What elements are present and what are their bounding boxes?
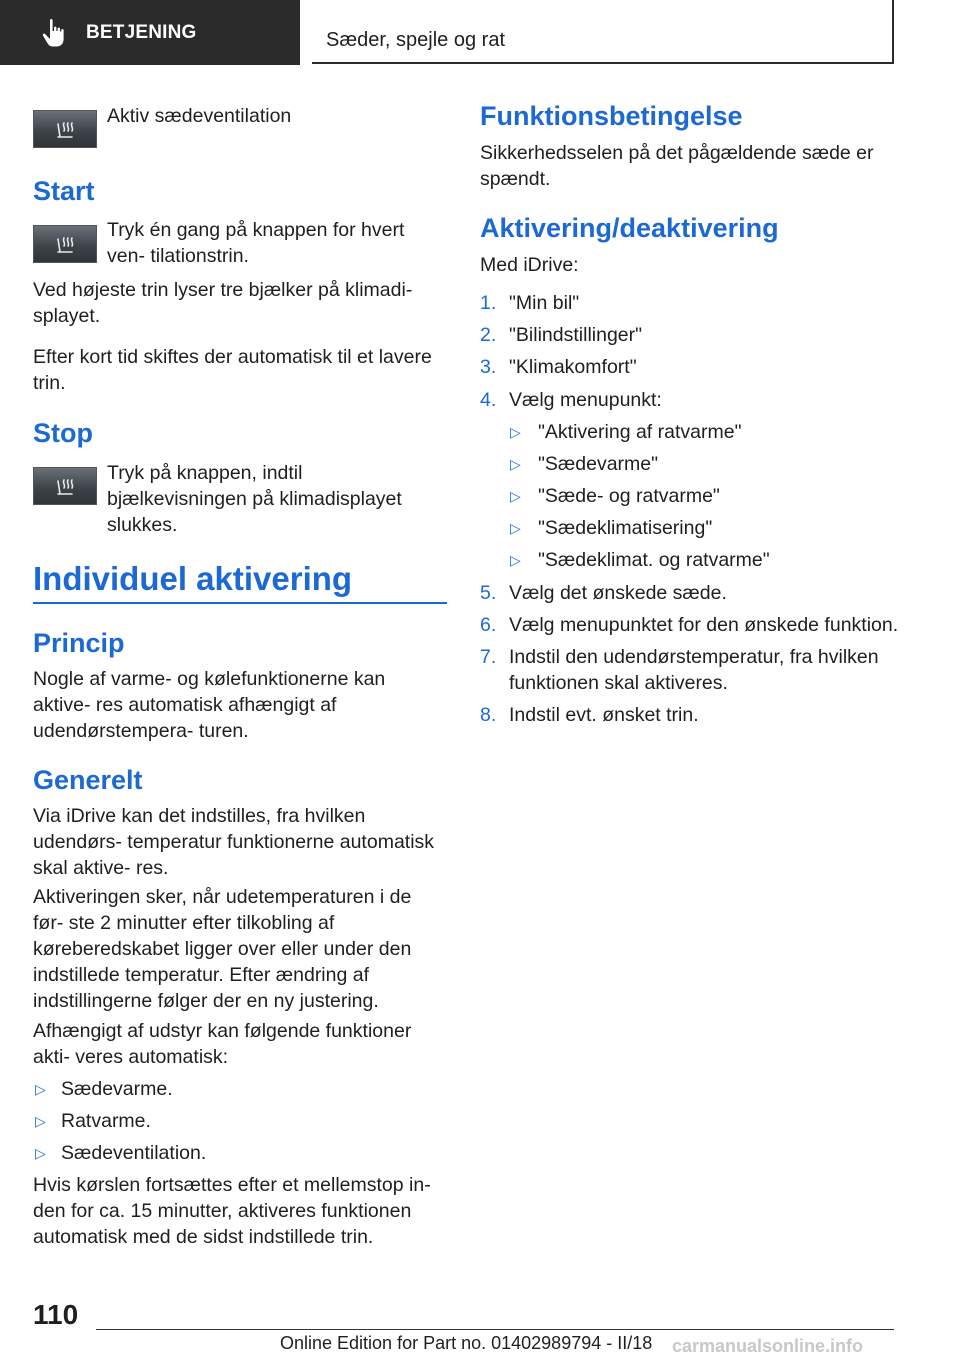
generelt-heading: Generelt xyxy=(33,765,143,795)
section-rule xyxy=(33,602,447,604)
seat-ventilation-button-icon xyxy=(33,110,97,148)
edition-text: Online Edition for Part no. 01402989794 - II/18 xyxy=(280,1333,653,1353)
step-text: "Klimakomfort" xyxy=(509,356,637,378)
section-title: Individuel aktivering xyxy=(33,560,353,597)
intro-icon-text: Aktiv sædeventilation xyxy=(107,105,292,127)
step-text: Vælg menupunktet for den ønskede funktion. xyxy=(509,614,899,636)
triangle-bullet-icon: ▷ xyxy=(510,456,521,472)
funktion-heading: Funktionsbetingelse xyxy=(480,101,743,131)
chapter-header xyxy=(312,0,894,64)
stop-heading: Stop xyxy=(33,418,93,448)
triangle-bullet-icon: ▷ xyxy=(35,1081,46,1097)
triangle-bullet-icon: ▷ xyxy=(510,424,521,440)
start-paragraph-2: Efter kort tid skiftes der automatisk til et lavere trin. xyxy=(33,346,432,394)
generelt-paragraph-2: Aktiveringen sker, når udetemperaturen i de før- ste 2 minutter efter tilkobling af kørеberedskabet ligger over eller under den indstillede temperatur. Efter ændring af indstillingerne følger der en ny justering. xyxy=(33,886,412,1012)
start-paragraph-1: Ved højeste trin lyser tre bjælker på klimadi- splayet. xyxy=(33,279,413,327)
start-heading: Start xyxy=(33,176,95,206)
step-number: 6. xyxy=(480,614,497,636)
triangle-bullet-icon: ▷ xyxy=(35,1145,46,1161)
step-text: Vælg menupunkt: xyxy=(509,389,662,411)
section-tab xyxy=(0,0,300,65)
chapter-title: Sæder, spejle og rat xyxy=(326,29,505,51)
aktivering-heading: Aktivering/deaktivering xyxy=(480,213,779,243)
list-item-text: Sædeventilation. xyxy=(61,1142,207,1164)
triangle-bullet-icon: ▷ xyxy=(35,1113,46,1129)
step-number: 4. xyxy=(480,389,497,411)
start-icon-text: Tryk én gang på knappen for hvert ven- tilationstrin. xyxy=(107,219,405,267)
funktion-paragraph: Sikkerhedsselen på det pågældende sæde er spændt. xyxy=(480,142,874,190)
section-label: BETJENING xyxy=(86,21,197,43)
step-number: 1. xyxy=(480,292,497,314)
substep-text: "Aktivering af ratvarme" xyxy=(538,421,742,443)
footer-rule xyxy=(96,1329,894,1330)
step-text: "Bilindstillinger" xyxy=(509,324,643,346)
triangle-bullet-icon: ▷ xyxy=(510,520,521,536)
seat-ventilation-icon xyxy=(52,118,78,140)
step-text: Indstil evt. ønsket trin. xyxy=(509,704,699,726)
hand-pointer-icon xyxy=(40,18,68,48)
substep-text: "Sædeklimatisering" xyxy=(538,517,713,539)
step-text: Vælg det ønskede sæde. xyxy=(509,582,727,604)
substep-text: "Sædevarme" xyxy=(538,453,659,475)
princip-heading: Princip xyxy=(33,628,125,658)
seat-ventilation-icon xyxy=(52,475,78,497)
watermark: carmanualsonline.info xyxy=(672,1336,864,1356)
seat-ventilation-button-icon xyxy=(33,225,97,263)
step-number: 2. xyxy=(480,324,497,346)
step-number: 3. xyxy=(480,356,497,378)
triangle-bullet-icon: ▷ xyxy=(510,552,521,568)
princip-paragraph: Nogle af varme- og kølefunktionerne kan aktive- res automatisk afhængigt af udendørstempera- turen. xyxy=(33,668,386,742)
step-number: 5. xyxy=(480,582,497,604)
substep-text: "Sædeklimat. og ratvarme" xyxy=(538,549,770,571)
list-item-text: Sædevarme. xyxy=(61,1078,173,1100)
seat-ventilation-icon xyxy=(52,233,78,255)
generelt-paragraph-1: Via iDrive kan det indstilles, fra hvilken udendørs- temperatur funktionerne automatisk skal aktive- res. xyxy=(33,805,435,879)
step-text: Indstil den udendørstemperatur, fra hvilken funktionen skal aktiveres. xyxy=(509,646,879,694)
step-number: 7. xyxy=(480,646,497,668)
generelt-paragraph-4: Hvis kørslen fortsættes efter et mellemstop in- den for ca. 15 minutter, aktiveres funktionen automatisk med de sidst indstillede trin. xyxy=(33,1174,431,1248)
stop-icon-text: Tryk på knappen, indtil bjælkevisningen på klimadisplayet slukkes. xyxy=(107,462,402,536)
page-number: 110 xyxy=(33,1299,79,1330)
seat-ventilation-button-icon xyxy=(33,467,97,505)
substep-text: "Sæde- og ratvarme" xyxy=(538,485,720,507)
aktivering-intro: Med iDrive: xyxy=(480,254,579,276)
step-text: "Min bil" xyxy=(509,292,580,314)
generelt-paragraph-3: Afhængigt af udstyr kan følgende funktioner akti- veres automatisk: xyxy=(33,1020,412,1068)
list-item-text: Ratvarme. xyxy=(61,1110,151,1132)
step-number: 8. xyxy=(480,704,497,726)
triangle-bullet-icon: ▷ xyxy=(510,488,521,504)
